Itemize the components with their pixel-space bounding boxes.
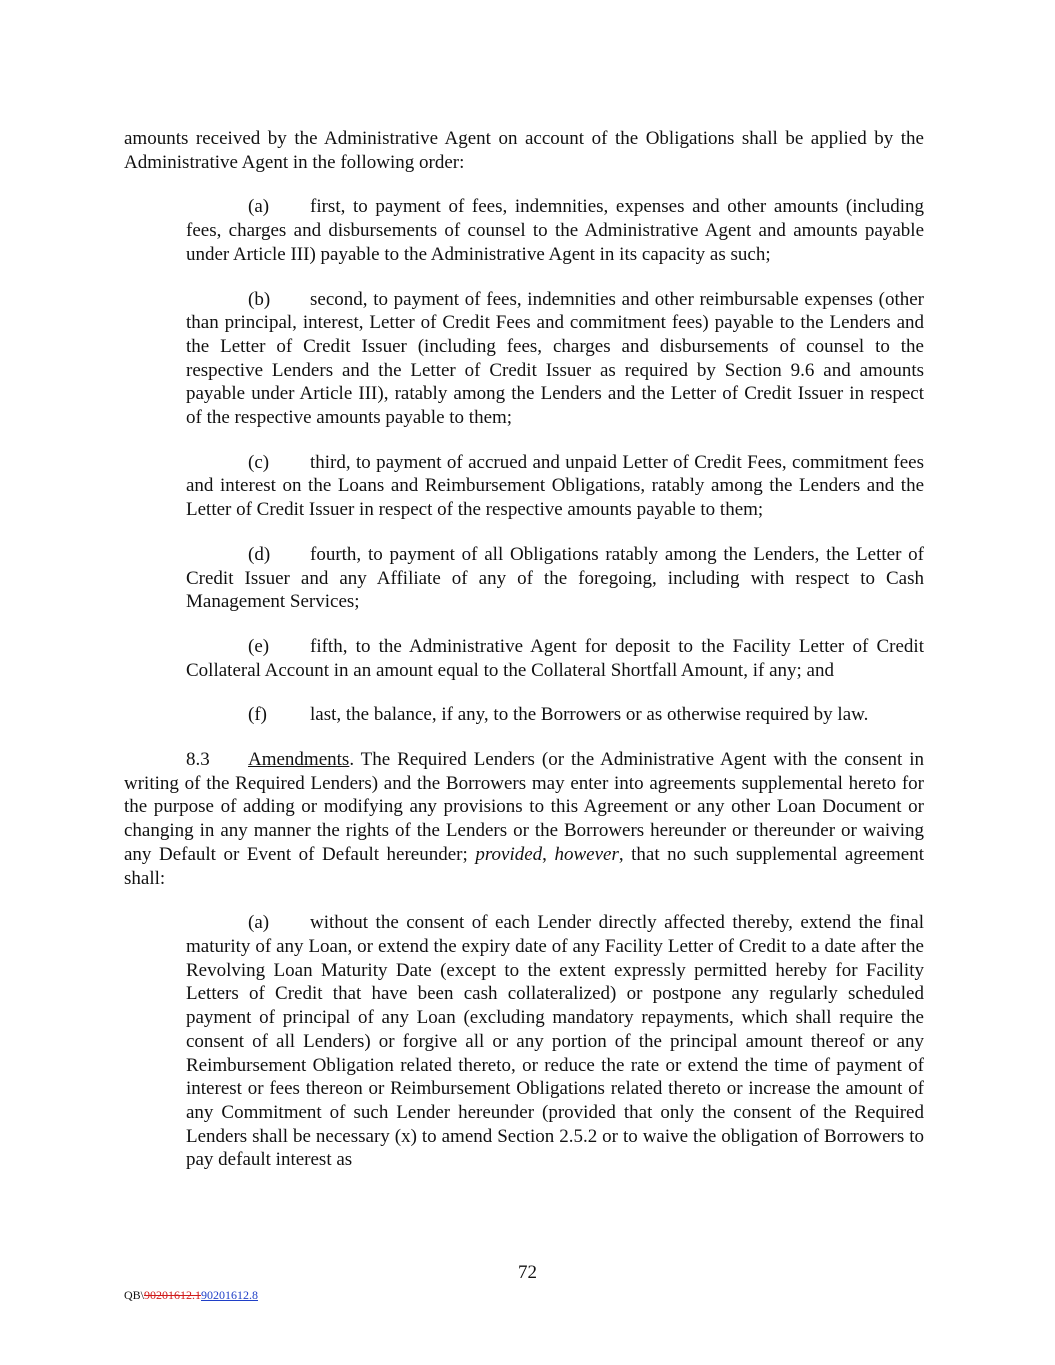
order-item-d bbox=[186, 543, 924, 614]
item-text: last, the balance, if any, to the Borrowers or as otherwise required by law. bbox=[310, 704, 869, 726]
item-text: third, to payment of accrued and unpaid Letter of Credit Fees, commitment fees and interest on the Loans and Reimbursement Obligations, ratably among the Lenders and the Letter of Credit Issuer in respect of the respective amounts payable to them; bbox=[186, 451, 924, 521]
document-body bbox=[124, 127, 924, 1193]
section-comma: , bbox=[542, 843, 555, 865]
order-item-c bbox=[186, 451, 924, 522]
document-id-footer bbox=[124, 1288, 258, 1302]
item-text: first, to payment of fees, indemnities, expenses and other amounts (including fees, charges and disbursements of counsel to the Administrative Agent and amounts payable under Article III) payable to the Administrative Agent in its capacity as such; bbox=[186, 196, 924, 265]
intro-paragraph: amounts received by the Administrative Agent on account of the Obligations shall be applied by the Administrative Agent in the following order: bbox=[124, 128, 924, 173]
item-marker: (a) bbox=[248, 196, 270, 218]
item-marker: (f) bbox=[248, 704, 267, 726]
item-text: second, to payment of fees, indemnities and other reimbursable expenses (other than principal, interest, Letter of Credit Fees and commitment fees) payable to the Lenders and the Letter of Credit Issuer (including fees, charges and disbursements of counsel to the respective Lenders and the Letter of Credit Issuer as required by Section 9.6 and amounts payable under Article III), ratably among the Lenders and the Letter of Credit Issuer in respect of the respective amounts payable to them; bbox=[186, 288, 924, 429]
order-item-a bbox=[186, 195, 924, 266]
footer-prefix: QB\ bbox=[124, 1288, 145, 1302]
provided-term: provided bbox=[475, 843, 543, 865]
section-heading: Amendments bbox=[248, 749, 350, 771]
order-item-e bbox=[186, 635, 924, 682]
item-marker: (c) bbox=[248, 451, 270, 473]
amendment-item-a bbox=[186, 911, 924, 1172]
item-text: fourth, to payment of all Obligations ratably among the Lenders, the Letter of Credit Issuer and any Affiliate of any of the foregoing, including with respect to Cash Management Services; bbox=[186, 543, 924, 613]
section-text-after: , that no such supplemental agreement shall: bbox=[124, 843, 925, 889]
footer-deleted-id: 90201612.1 bbox=[144, 1288, 202, 1302]
item-marker: (d) bbox=[248, 543, 271, 565]
item-marker: (b) bbox=[248, 288, 271, 310]
item-text: fifth, to the Administrative Agent for deposit to the Facility Letter of Credit Collateral Account in an amount equal to the Collateral Shortfall Amount, if any; and bbox=[186, 635, 924, 681]
section-8-3 bbox=[124, 748, 924, 890]
item-marker: (a) bbox=[248, 912, 270, 934]
section-text-before: . The Required Lenders (or the Administrative Agent with the consent in writing of the Required Lenders) and the Borrowers may enter into agreements supplemental hereto for the purpose of adding or modifying any provisions to this Agreement or any other Loan Document or changing in any manner the rights of the Lenders or the Borrowers hereunder or thereunder or waiving any Default or Event of Default hereunder; bbox=[124, 749, 924, 865]
section-number: 8.3 bbox=[186, 749, 210, 771]
however-term: however bbox=[554, 843, 619, 865]
page-number: 72 bbox=[518, 1262, 537, 1283]
order-item-b bbox=[186, 288, 924, 430]
item-marker: (e) bbox=[248, 635, 270, 657]
item-text: without the consent of each Lender directly affected thereby, extend the final maturity of any Loan, or extend the expiry date of any Facility Letter of Credit to a date after the Revolving Loan Maturity Date (except to the extent expressly permitted hereby for Facility Letters of Credit that have been cash collateralized) or postpone any regularly scheduled payment of principal of any Loan (excluding mandatory repayments, which shall require the consent of all Lenders) or forgive all or any portion of the principal amount thereof or any Reimbursement Obligation related thereto, or reduce the rate or extend the time of payment of interest or fees thereon or Reimbursement Obligations related thereto or increase the amount of any Commitment of such Lender hereunder (provided that only the consent of the Required Lenders shall be necessary (x) to amend Section 2.5.2 or to waive the obligation of Borrowers to pay default interest as bbox=[186, 912, 924, 1171]
order-item-f bbox=[186, 703, 924, 727]
footer-inserted-id: 90201612.8 bbox=[201, 1288, 259, 1302]
